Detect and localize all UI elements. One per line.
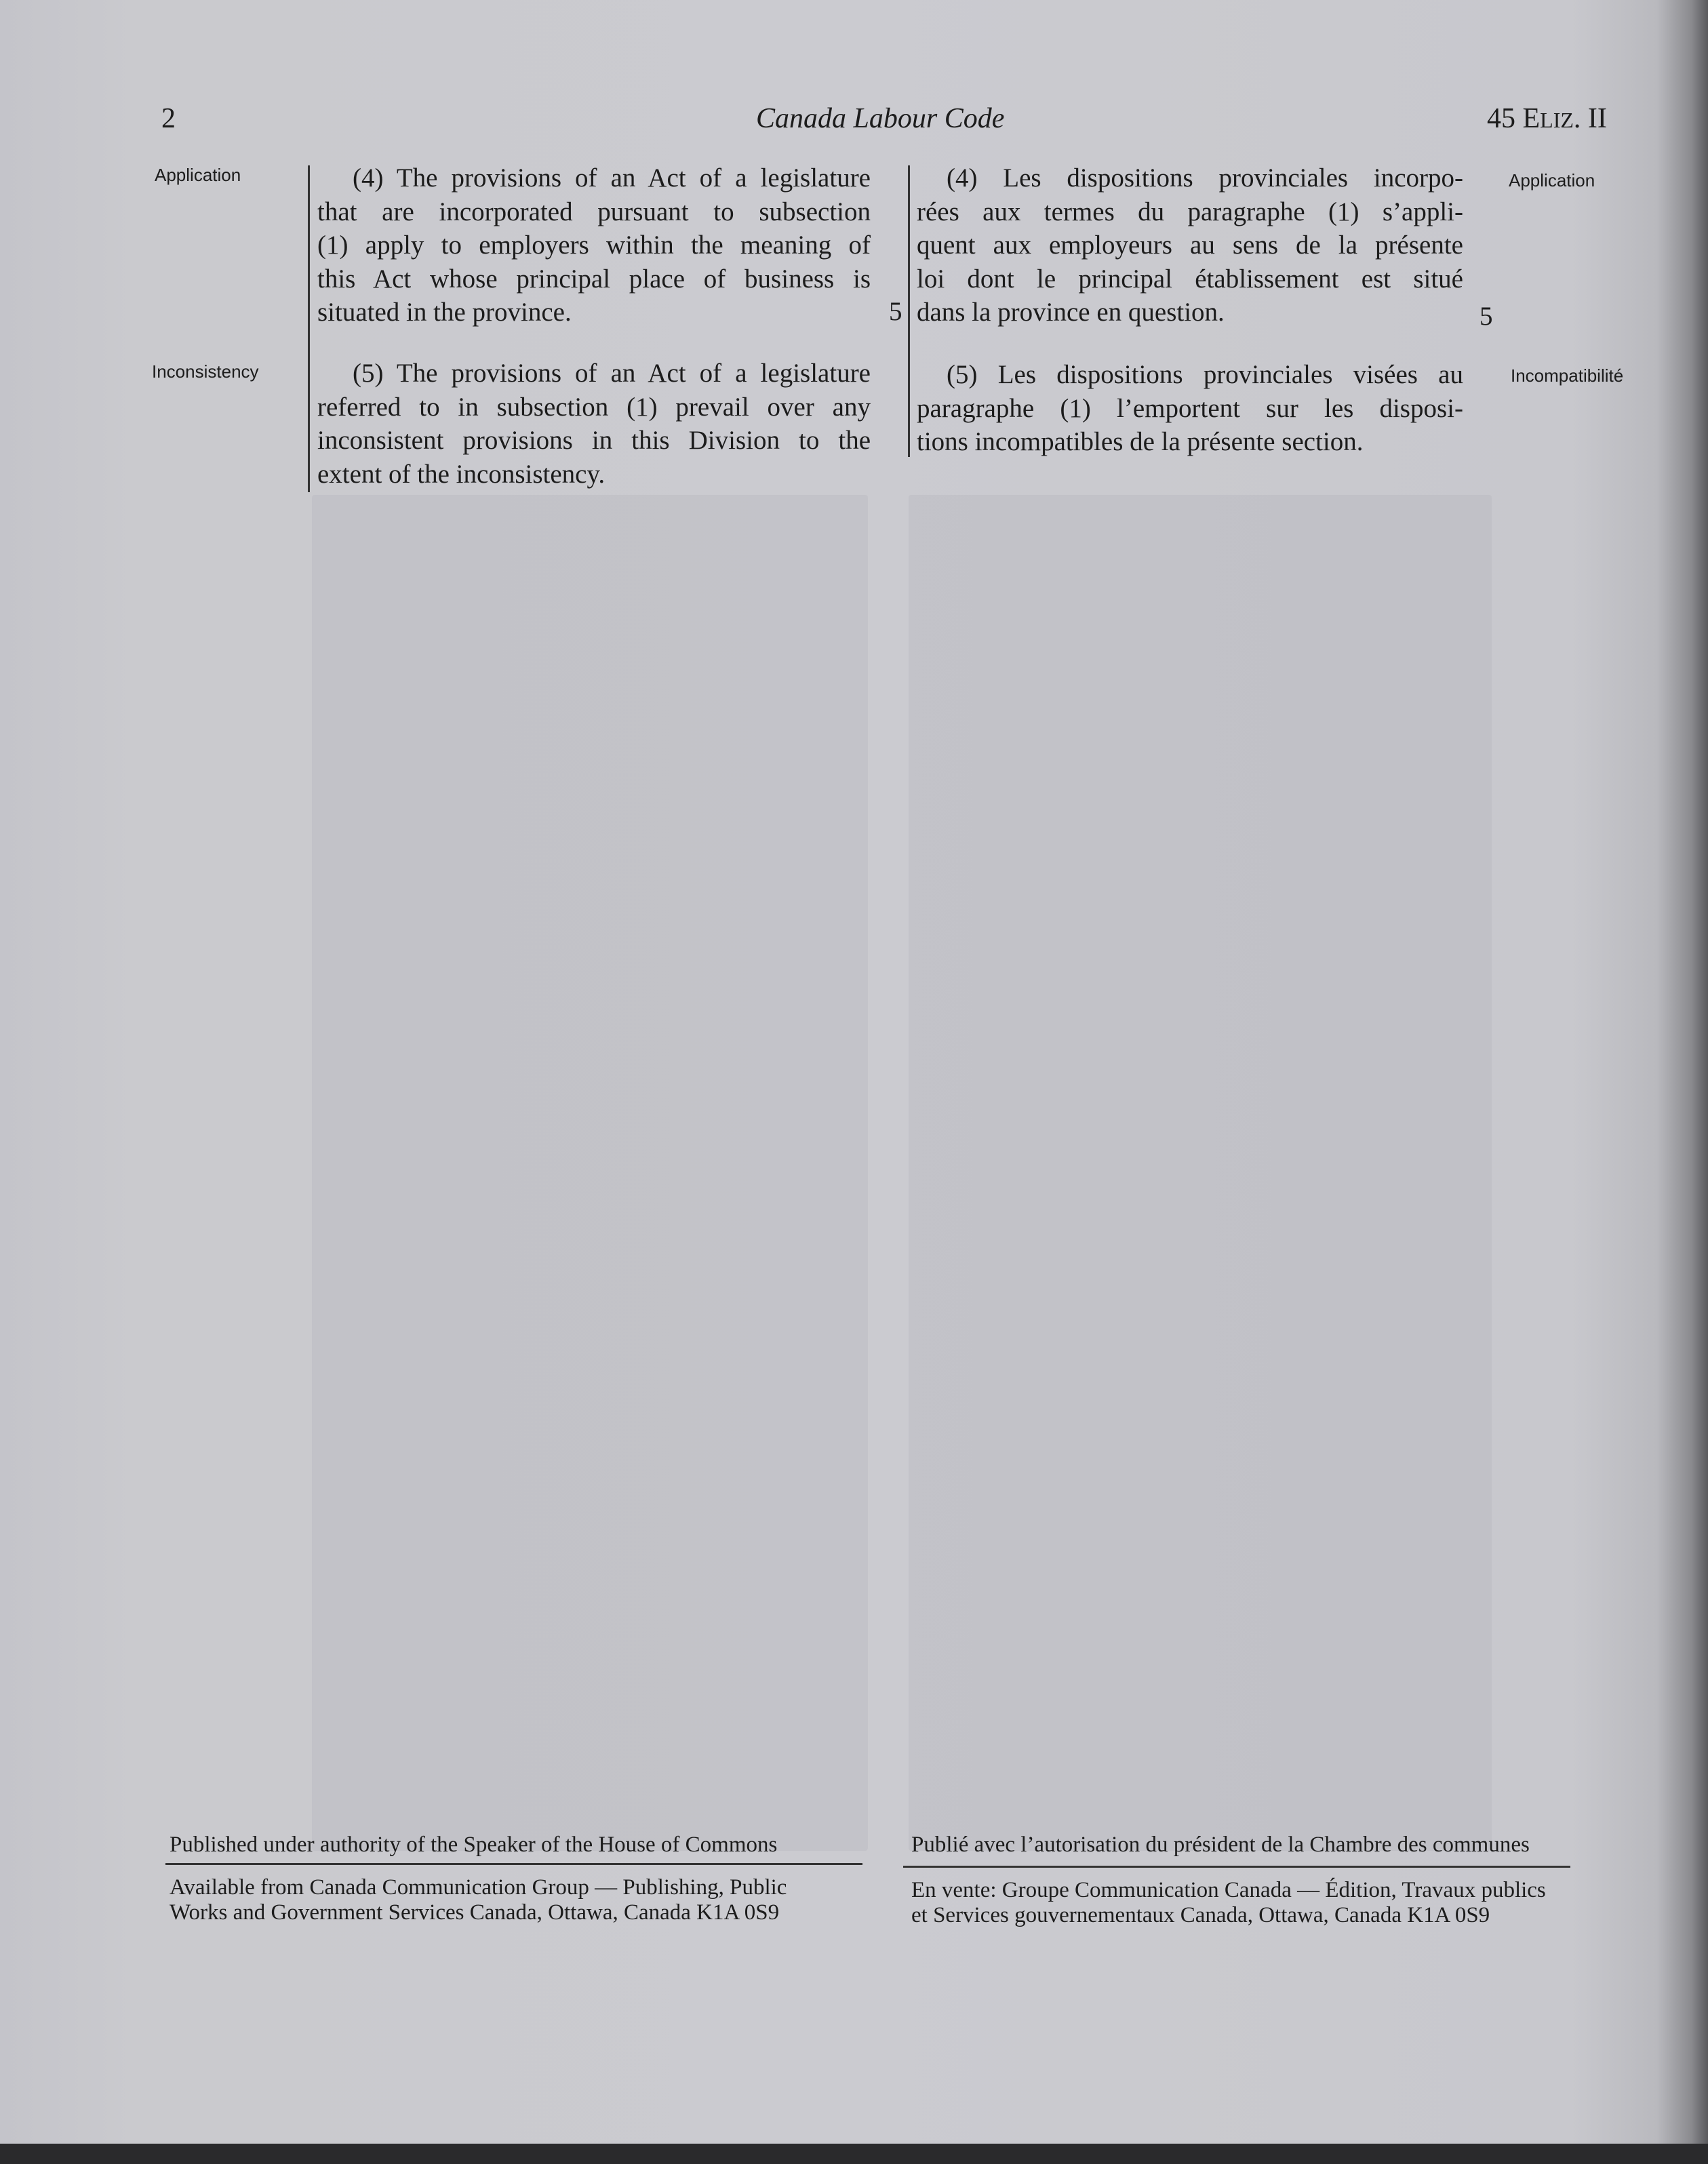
regnal-year	[1487, 102, 1607, 137]
bleed-through-left	[312, 495, 868, 1851]
footer-published-en: Published under authority of the Speaker of the House of Commons	[170, 1832, 778, 1857]
text-line: tions incompatibles de la présente section.	[917, 427, 1364, 456]
footer-published-fr: Publié avec l’autorisation du président de la Chambre des communes	[911, 1832, 1530, 1857]
line-number-en: 5	[889, 297, 902, 326]
margin-note-incompatibilite: Incompatibilité	[1511, 365, 1624, 386]
line-number-fr: 5	[1479, 302, 1493, 331]
footer-available-en-1: Available from Canada Communication Group — Publishing, Public	[170, 1875, 787, 1900]
text-line: (5) Les dispositions provinciales visées au	[947, 360, 1463, 389]
text-line: quent aux employeurs au sens de la présente	[917, 231, 1463, 260]
text-line: (4) Les dispositions provinciales incorpo-	[947, 163, 1463, 193]
subsection-5-en	[317, 357, 871, 491]
margin-note-application-en: Application	[155, 165, 241, 185]
scan-bottom-edge	[0, 2144, 1708, 2164]
page-number: 2	[161, 103, 176, 134]
footer-available-en-2: Works and Government Services Canada, Ottawa, Canada K1A 0S9	[170, 1900, 780, 1925]
running-title: Canada Labour Code	[756, 103, 1005, 134]
text-line: situated in the province.	[317, 298, 572, 327]
text-line: this Act whose principal place of business is	[317, 264, 871, 294]
column-rule-right	[908, 165, 910, 457]
text-line: that are incorporated pursuant to subsection	[317, 197, 871, 226]
bleed-through-right	[909, 495, 1492, 1851]
margin-note-inconsistency: Inconsistency	[152, 361, 259, 382]
text-line: paragraphe (1) l’emportent sur les disposi-	[917, 393, 1463, 423]
subsection-4-fr	[917, 161, 1463, 329]
text-line: extent of the inconsistency.	[317, 459, 605, 489]
text-line: referred to in subsection (1) prevail over any	[317, 392, 871, 422]
subsection-5-fr	[917, 358, 1463, 459]
footer-rule-fr	[903, 1866, 1570, 1868]
regnal-smallcaps: LIZ	[1540, 108, 1574, 132]
margin-note-application-fr: Application	[1509, 170, 1595, 191]
subsection-4-en	[317, 161, 871, 329]
regnal-prefix: 45 E	[1487, 103, 1541, 134]
footer-rule-en	[165, 1863, 862, 1865]
footer-available-fr-2: et Services gouvernementaux Canada, Ottawa, Canada K1A 0S9	[911, 1903, 1490, 1927]
column-rule-left	[308, 165, 310, 492]
text-line: rées aux termes du paragraphe (1) s’appli-	[917, 197, 1463, 226]
text-line: (4) The provisions of an Act of a legislature	[353, 163, 871, 193]
footer-available-fr-1: En vente: Groupe Communication Canada — Édition, Travaux publics	[911, 1878, 1546, 1902]
regnal-suffix: . II	[1573, 103, 1607, 134]
text-line: (5) The provisions of an Act of a legislature	[353, 359, 871, 388]
text-line: loi dont le principal établissement est situé	[917, 264, 1463, 294]
text-line: dans la province en question.	[917, 298, 1225, 327]
text-line: (1) apply to employers within the meaning of	[317, 231, 871, 260]
text-line: inconsistent provisions in this Division to the	[317, 426, 871, 455]
